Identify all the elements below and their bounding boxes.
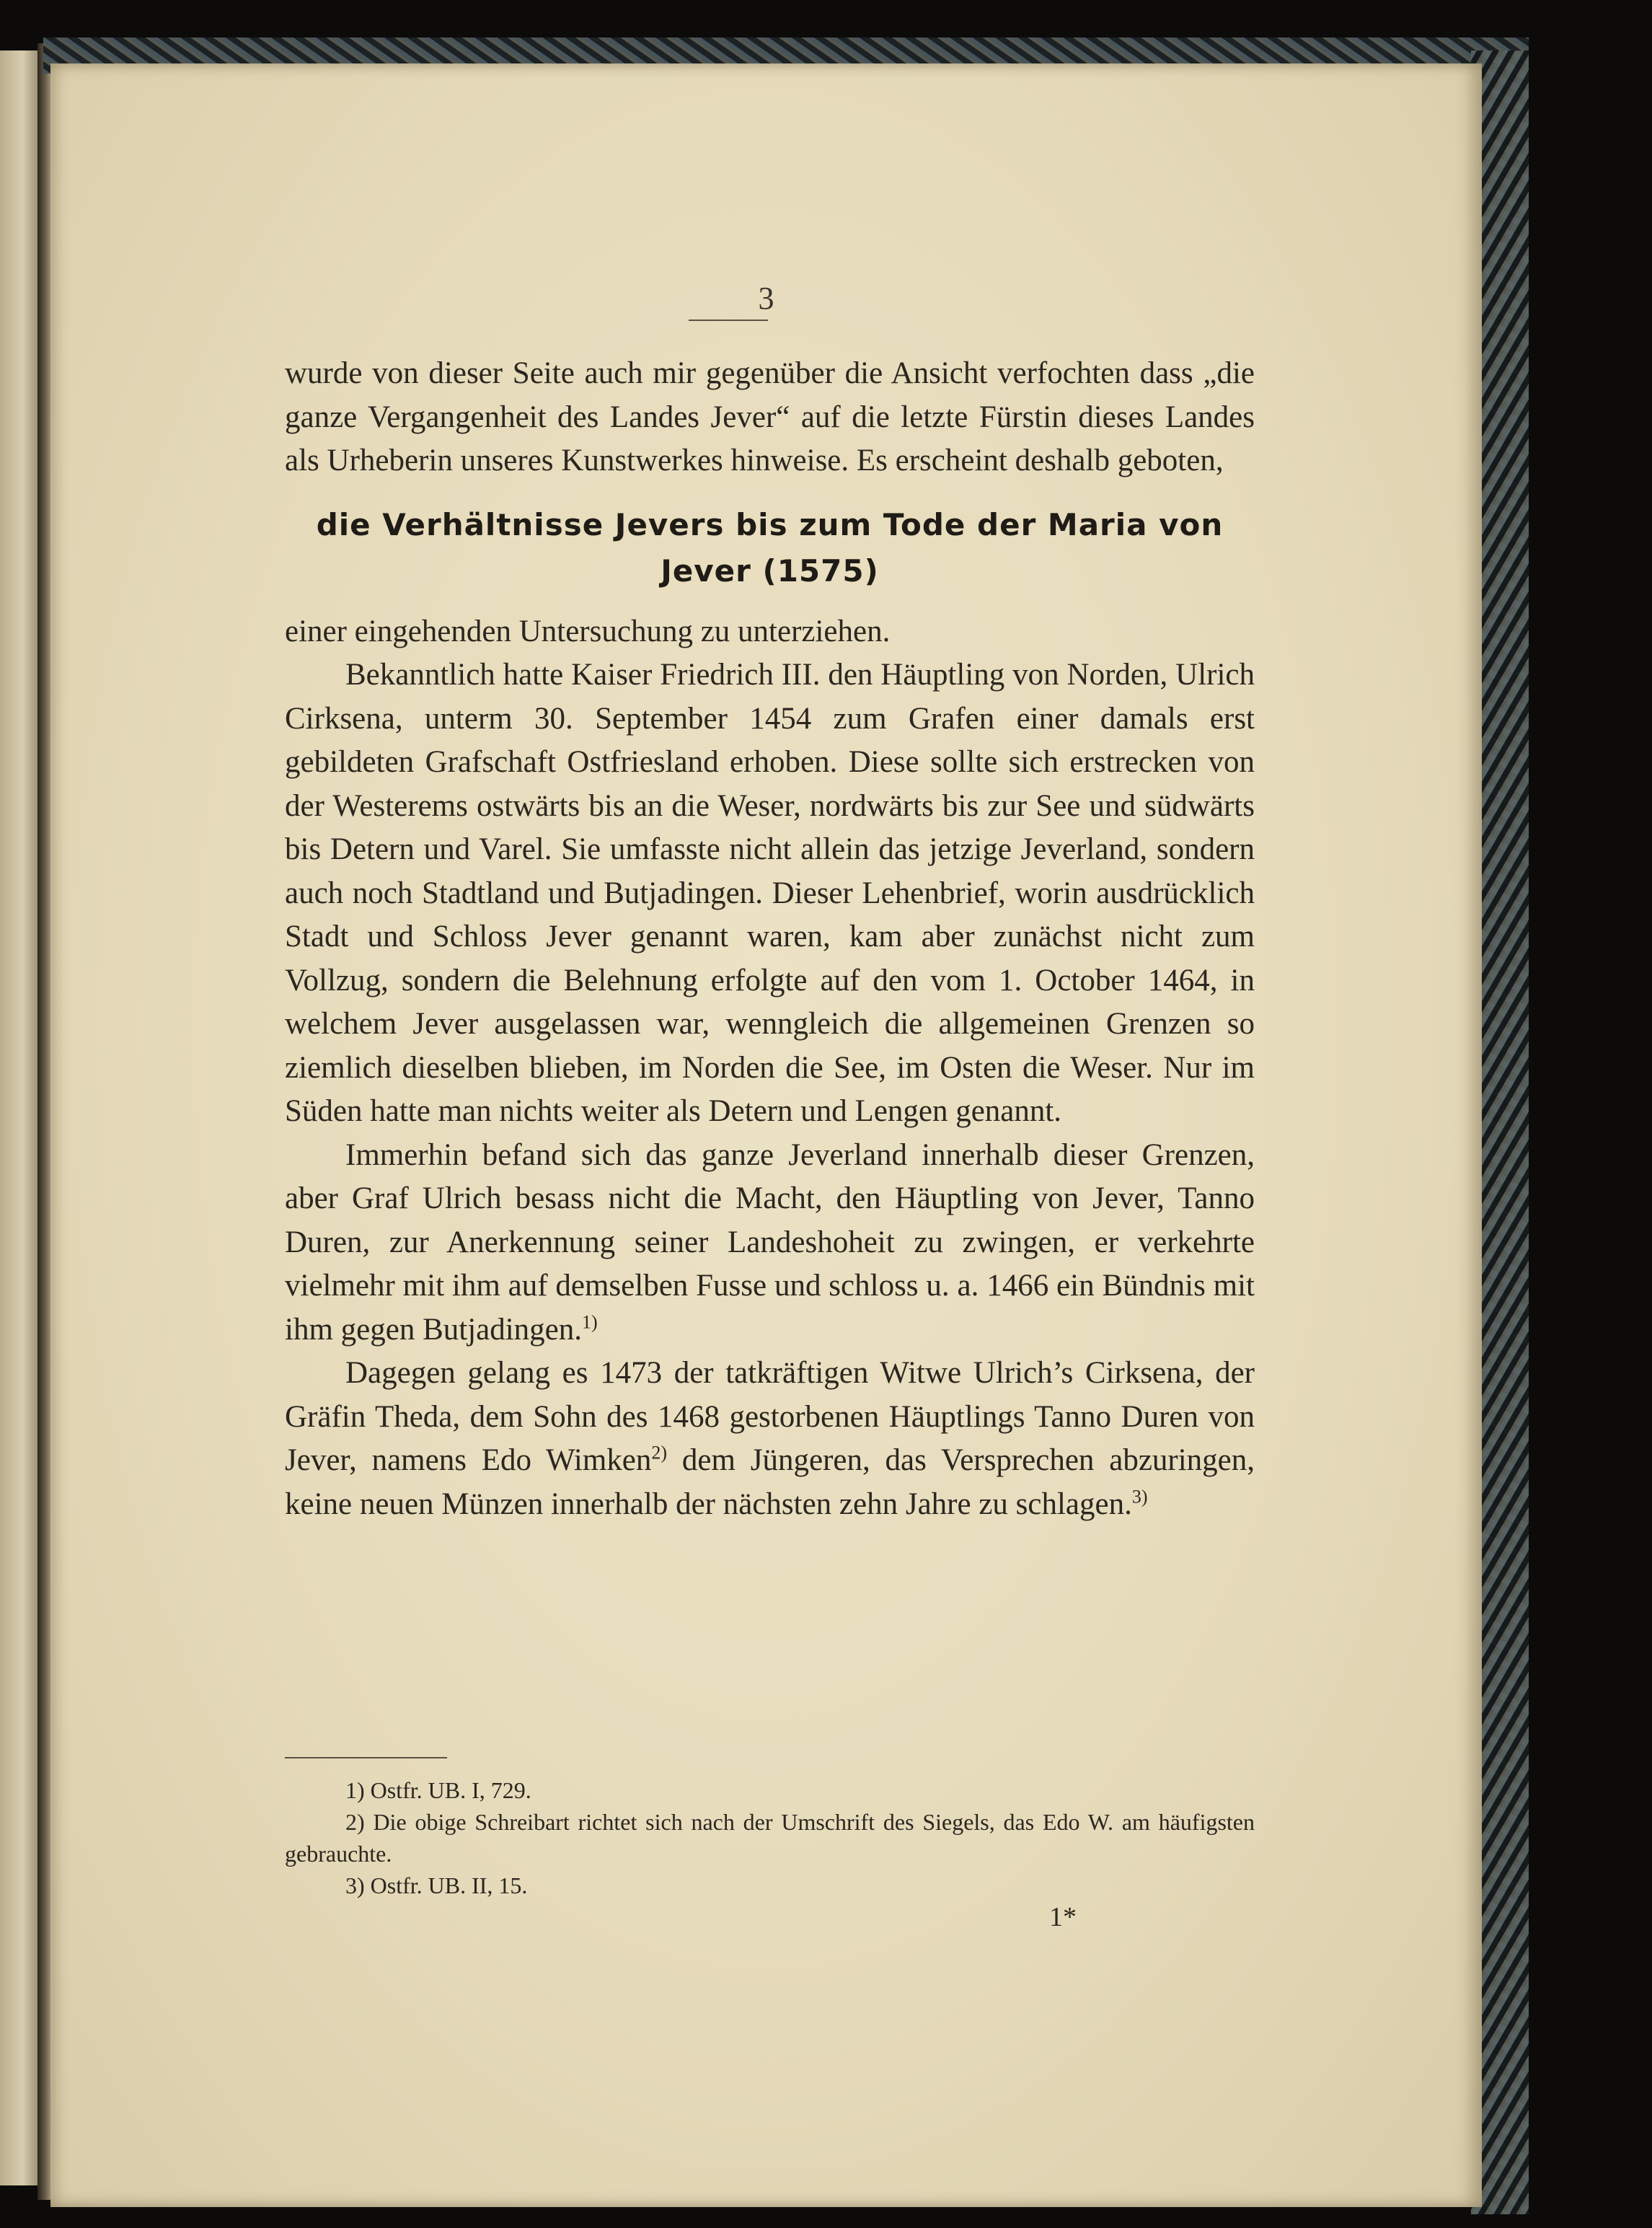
footnote-3: 3) Ostfr. UB. II, 15. — [345, 1872, 528, 1898]
paragraph-3-text-a: Dagegen gelang es 1473 der tatkräftigen Witwe Ulrich’s Cirksena, der Gräfin Theda, dem Sohn des 1468 gestorbenen Häuptlings Tanno Duren von Jever, namens Edo Wimken — [285, 1356, 1255, 1477]
book-gutter — [37, 43, 52, 2200]
footnote-2: 2) Die obige Schreibart richtet sich nach der Umschrift des Siegels, das Edo W. am häufigsten gebrauchte. — [285, 1809, 1255, 1867]
after-heading-line: einer eingehenden Untersuchung zu unterziehen. — [285, 614, 891, 648]
left-page-edge — [0, 50, 37, 2185]
page-number: 3 — [758, 281, 774, 316]
page-number-rule — [689, 320, 768, 321]
footnote-1: 1) Ostfr. UB. I, 729. — [345, 1777, 531, 1803]
paragraph-2 — [285, 1134, 1255, 1352]
paragraph-3 — [285, 1352, 1255, 1526]
footnote-ref-1: 1) — [582, 1311, 598, 1333]
book-page — [50, 63, 1482, 2207]
signature-mark: 1* — [1049, 1902, 1077, 1932]
footnote-ref-2: 2) — [651, 1442, 668, 1463]
footnote-rule — [285, 1757, 447, 1758]
paragraph-3-text-b: dem Jüngeren, das Versprechen abzuringen, keine neuen Münzen innerhalb der nächsten zehn Jahre zu schlagen. — [285, 1443, 1255, 1521]
paragraph-1: Bekanntlich hatte Kaiser Friedrich III. den Häuptling von Norden, Ulrich Cirksena, unterm 30. September 1454 zum Grafen einer damals erst gebildeten Grafschaft Ostfriesland erhoben. Diese sollte sich erstrecken von der Westerems ostwärts bis an die Weser, nordwärts bis zur See und südwärts bis Detern und Varel. Sie umfasste nicht allein das jetzige Jeverland, sondern auch noch Stadtland und Butjadingen. Dieser Lehenbrief, worin ausdrücklich Stadt und Schloss Jever genannt waren, kam aber zunächst nicht zum Vollzug, sondern die Belehnung erfolgte auf den vom 1. October 1464, in welchem Jever ausgelassen war, wenngleich die allgemeinen Grenzen so ziemlich dieselben blieben, im Norden die See, im Osten die Weser. Nur im Süden hatte man nichts weiter als Detern und Lengen genannt. — [285, 658, 1255, 1128]
footnote-ref-3: 3) — [1131, 1486, 1148, 1507]
footnotes — [285, 1774, 1255, 1901]
paragraph-2-text: Immerhin befand sich das ganze Jeverland innerhalb dieser Grenzen, aber Graf Ulrich besass nicht die Macht, den Häuptling von Jever, Tanno Duren, zur Anerkennung seiner Landeshoheit zu zwingen, er verkehrte vielmehr mit ihm auf demselben Fusse und schloss u. a. 1466 ein Bündnis mit ihm gegen Butjadingen. — [285, 1137, 1255, 1347]
intro-paragraph: wurde von dieser Seite auch mir gegenüber die Ansicht verfochten dass „die ganze Vergangenheit des Landes Jever“ auf die letzte Fürstin dieses Landes als Urheberin unseres Kunstwerkes hinweise. Es erscheint deshalb geboten, — [285, 356, 1255, 477]
section-heading: die Verhältnisse Jevers bis zum Tode der Maria von Jever (1575) — [316, 506, 1224, 589]
main-text — [285, 352, 1255, 1526]
